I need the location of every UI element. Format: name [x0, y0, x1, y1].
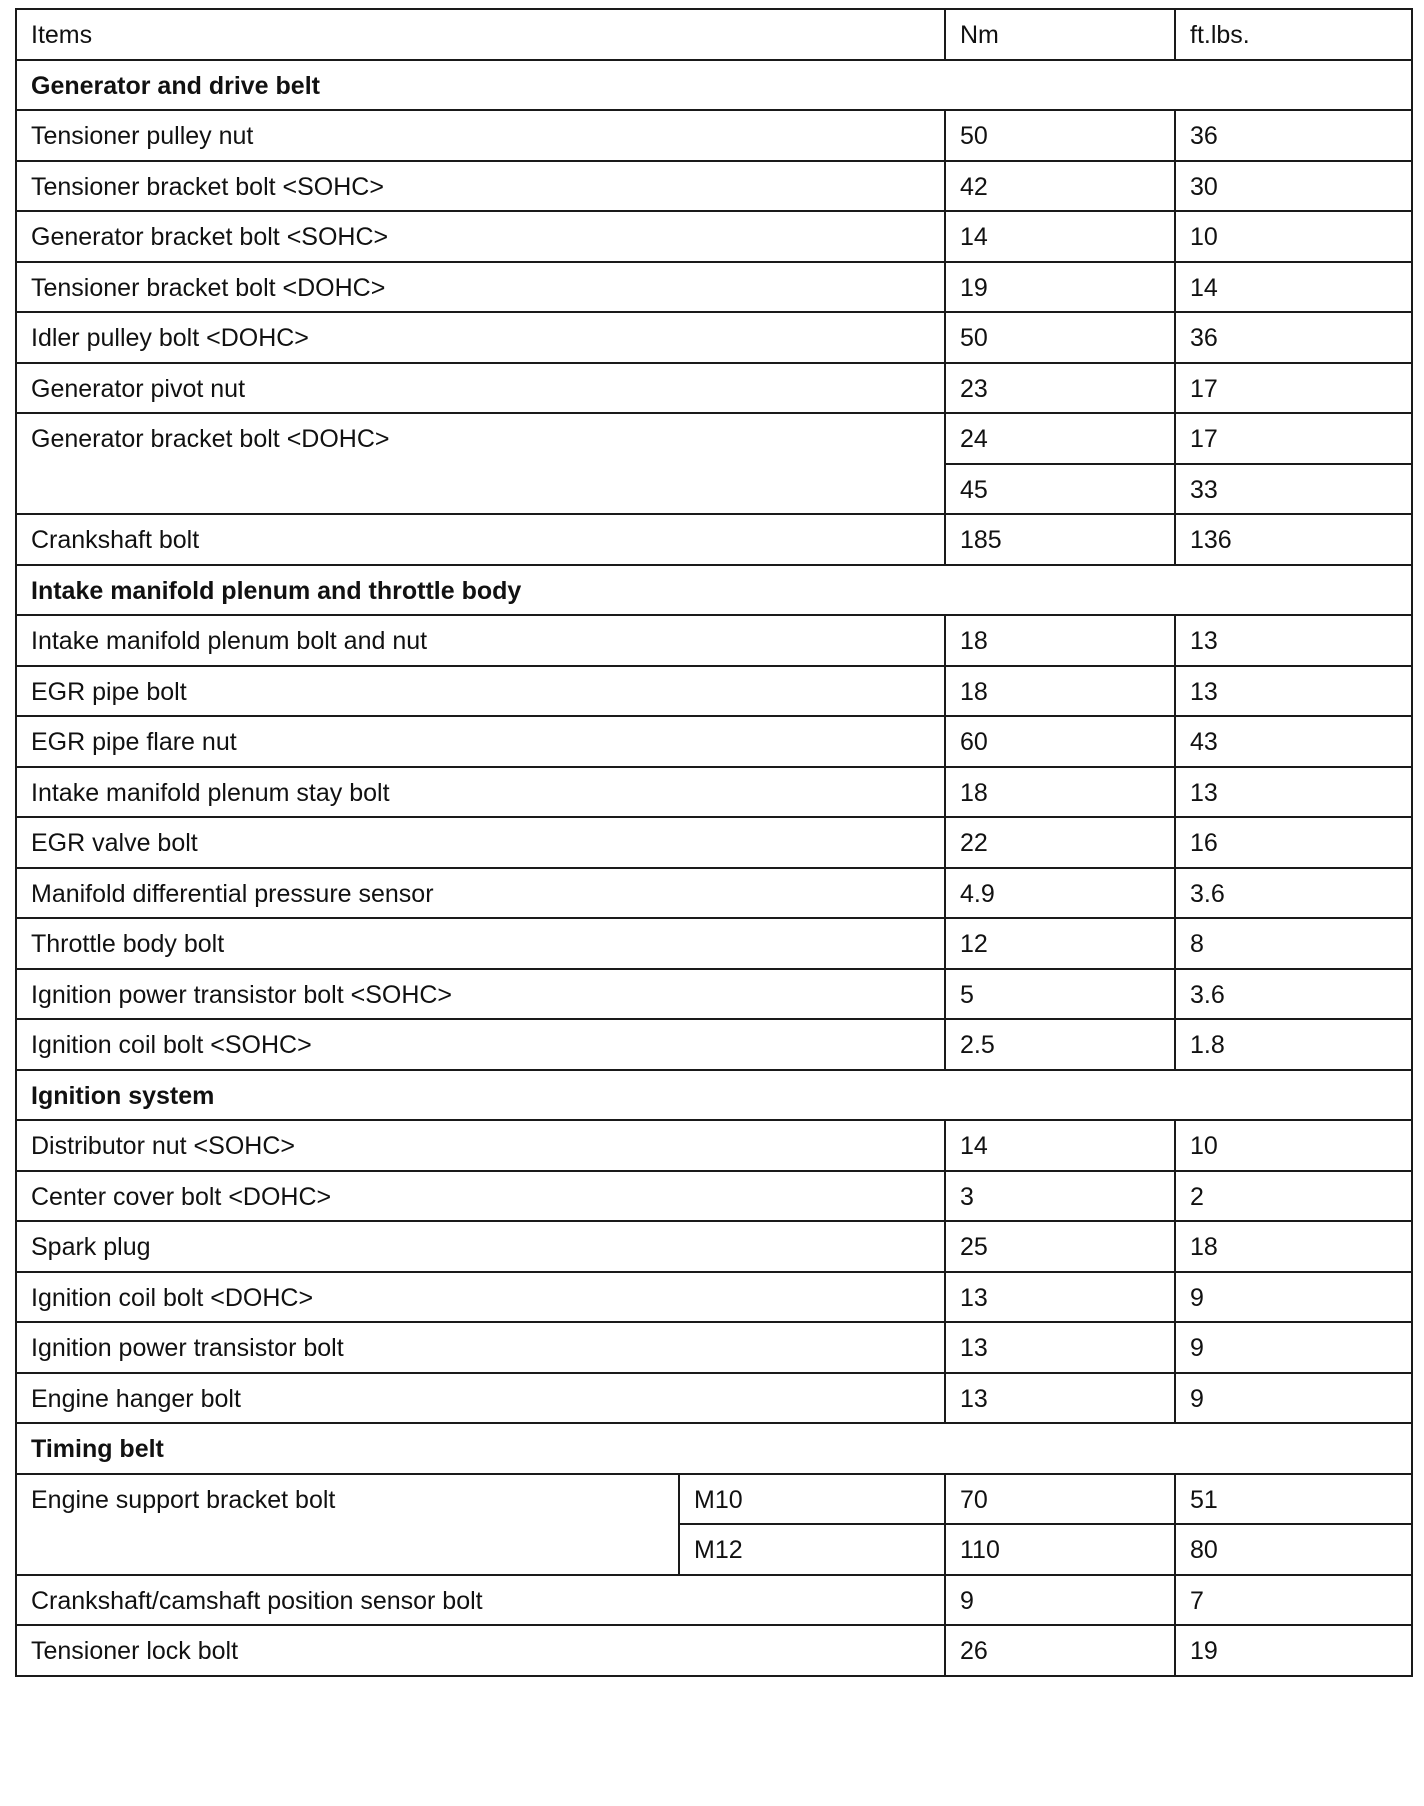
ftlbs-cell: 9 [1175, 1272, 1412, 1323]
table-row [16, 868, 1412, 919]
ftlbs-cell: 2 [1175, 1171, 1412, 1222]
table-row [16, 1221, 1412, 1272]
nm-cell: 13 [945, 1373, 1175, 1424]
items-column-header: Items [16, 9, 945, 60]
section-header-timing [16, 1423, 1412, 1474]
nm-cell: 18 [945, 666, 1175, 717]
ftlbs-cell: 13 [1175, 615, 1412, 666]
table-row [16, 716, 1412, 767]
nm-cell: 50 [945, 312, 1175, 363]
ftlbs-cell: 8 [1175, 918, 1412, 969]
item-cell: Tensioner bracket bolt <SOHC> [16, 161, 945, 212]
table-row [16, 312, 1412, 363]
item-cell: Generator bracket bolt <SOHC> [16, 211, 945, 262]
nm-cell: 3 [945, 1171, 1175, 1222]
item-cell: Center cover bolt <DOHC> [16, 1171, 945, 1222]
section-header-intake [16, 565, 1412, 616]
ftlbs-cell: 1.8 [1175, 1019, 1412, 1070]
table-row [16, 817, 1412, 868]
size-cell: M12 [679, 1524, 945, 1575]
table-row [16, 1474, 1412, 1525]
nm-cell: 9 [945, 1575, 1175, 1626]
ftlbs-cell: 43 [1175, 716, 1412, 767]
item-cell: Ignition power transistor bolt [16, 1322, 945, 1373]
nm-cell: 14 [945, 211, 1175, 262]
item-cell: EGR valve bolt [16, 817, 945, 868]
item-cell: Manifold differential pressure sensor [16, 868, 945, 919]
table-row [16, 666, 1412, 717]
ftlbs-cell: 17 [1175, 413, 1412, 464]
item-cell: Generator bracket bolt <DOHC> [16, 413, 945, 514]
ftlbs-cell: 18 [1175, 1221, 1412, 1272]
nm-cell: 2.5 [945, 1019, 1175, 1070]
table-row [16, 615, 1412, 666]
nm-cell: 13 [945, 1272, 1175, 1323]
ftlbs-cell: 14 [1175, 262, 1412, 313]
ftlbs-cell: 7 [1175, 1575, 1412, 1626]
nm-cell: 50 [945, 110, 1175, 161]
item-cell: Ignition coil bolt <SOHC> [16, 1019, 945, 1070]
table-row [16, 211, 1412, 262]
ftlbs-cell: 17 [1175, 363, 1412, 414]
nm-cell: 185 [945, 514, 1175, 565]
item-cell: Intake manifold plenum stay bolt [16, 767, 945, 818]
nm-cell: 45 [945, 464, 1175, 515]
nm-cell: 5 [945, 969, 1175, 1020]
ftlbs-cell: 13 [1175, 767, 1412, 818]
item-cell: Crankshaft bolt [16, 514, 945, 565]
ftlbs-cell: 136 [1175, 514, 1412, 565]
table-row [16, 514, 1412, 565]
nm-cell: 19 [945, 262, 1175, 313]
item-cell: Intake manifold plenum bolt and nut [16, 615, 945, 666]
nm-cell: 18 [945, 615, 1175, 666]
ftlbs-cell: 10 [1175, 1120, 1412, 1171]
nm-cell: 22 [945, 817, 1175, 868]
nm-cell: 42 [945, 161, 1175, 212]
nm-cell: 18 [945, 767, 1175, 818]
nm-cell: 25 [945, 1221, 1175, 1272]
torque-spec-table [15, 8, 1413, 1677]
nm-cell: 110 [945, 1524, 1175, 1575]
item-cell: Tensioner bracket bolt <DOHC> [16, 262, 945, 313]
ftlbs-cell: 36 [1175, 312, 1412, 363]
size-cell: M10 [679, 1474, 945, 1525]
table-header-row [16, 9, 1412, 60]
ftlbs-cell: 13 [1175, 666, 1412, 717]
section-title: Ignition system [16, 1070, 1412, 1121]
nm-cell: 13 [945, 1322, 1175, 1373]
item-cell: Idler pulley bolt <DOHC> [16, 312, 945, 363]
item-cell: Distributor nut <SOHC> [16, 1120, 945, 1171]
table-row [16, 110, 1412, 161]
table-row [16, 1625, 1412, 1676]
item-cell: Tensioner lock bolt [16, 1625, 945, 1676]
item-cell: Engine support bracket bolt [16, 1474, 679, 1575]
table-row [16, 969, 1412, 1020]
nm-cell: 14 [945, 1120, 1175, 1171]
item-cell: Engine hanger bolt [16, 1373, 945, 1424]
ftlbs-cell: 3.6 [1175, 969, 1412, 1020]
table-row [16, 161, 1412, 212]
section-title: Timing belt [16, 1423, 1412, 1474]
nm-cell: 4.9 [945, 868, 1175, 919]
ftlbs-cell: 80 [1175, 1524, 1412, 1575]
ftlbs-cell: 30 [1175, 161, 1412, 212]
item-cell: Generator pivot nut [16, 363, 945, 414]
section-title: Generator and drive belt [16, 60, 1412, 111]
item-cell: Ignition coil bolt <DOHC> [16, 1272, 945, 1323]
ftlbs-cell: 19 [1175, 1625, 1412, 1676]
section-header-generator [16, 60, 1412, 111]
table-row [16, 767, 1412, 818]
table-row [16, 1322, 1412, 1373]
ftlbs-cell: 16 [1175, 817, 1412, 868]
table-row [16, 1575, 1412, 1626]
table-row [16, 363, 1412, 414]
table-row [16, 262, 1412, 313]
ftlbs-column-header: ft.lbs. [1175, 9, 1412, 60]
item-cell: EGR pipe bolt [16, 666, 945, 717]
section-header-ignition [16, 1070, 1412, 1121]
ftlbs-cell: 10 [1175, 211, 1412, 262]
table-row [16, 1019, 1412, 1070]
nm-column-header: Nm [945, 9, 1175, 60]
table-row [16, 1373, 1412, 1424]
nm-cell: 60 [945, 716, 1175, 767]
nm-cell: 24 [945, 413, 1175, 464]
nm-cell: 26 [945, 1625, 1175, 1676]
table-row [16, 1272, 1412, 1323]
item-cell: Throttle body bolt [16, 918, 945, 969]
item-cell: Crankshaft/camshaft position sensor bolt [16, 1575, 945, 1626]
item-cell: Tensioner pulley nut [16, 110, 945, 161]
table-row [16, 413, 1412, 464]
nm-cell: 12 [945, 918, 1175, 969]
ftlbs-cell: 9 [1175, 1322, 1412, 1373]
item-cell: Spark plug [16, 1221, 945, 1272]
ftlbs-cell: 36 [1175, 110, 1412, 161]
table-row [16, 1171, 1412, 1222]
item-cell: EGR pipe flare nut [16, 716, 945, 767]
section-title: Intake manifold plenum and throttle body [16, 565, 1412, 616]
nm-cell: 23 [945, 363, 1175, 414]
ftlbs-cell: 33 [1175, 464, 1412, 515]
ftlbs-cell: 9 [1175, 1373, 1412, 1424]
ftlbs-cell: 51 [1175, 1474, 1412, 1525]
item-cell: Ignition power transistor bolt <SOHC> [16, 969, 945, 1020]
nm-cell: 70 [945, 1474, 1175, 1525]
table-row [16, 1120, 1412, 1171]
table-row [16, 918, 1412, 969]
ftlbs-cell: 3.6 [1175, 868, 1412, 919]
